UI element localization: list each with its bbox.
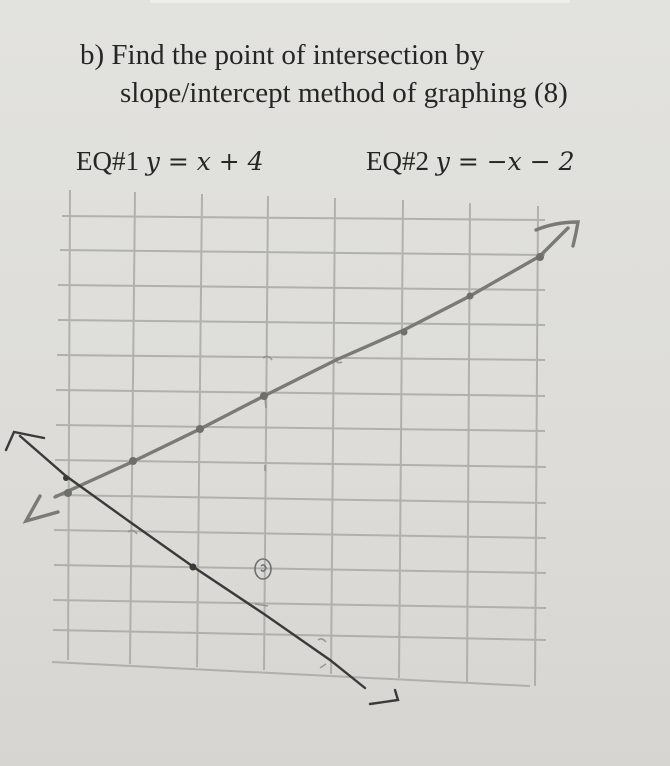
equation-1-arrow-head-left — [26, 496, 58, 521]
equation-1-line — [26, 222, 578, 521]
grid-vline — [331, 198, 335, 674]
grid-hline — [58, 285, 545, 290]
grid-vline — [130, 192, 135, 664]
plotted-point — [190, 564, 197, 571]
grid-hline — [56, 390, 545, 396]
plotted-point — [129, 457, 137, 465]
question-line1: Find the point of intersection by — [111, 39, 485, 71]
grid-vline — [467, 203, 470, 682]
equation-2-expression: y = −x − 2 — [435, 147, 575, 176]
grid-hline — [57, 355, 545, 360]
grid-hline — [60, 250, 545, 255]
equation-2-arrow-head-right — [370, 690, 398, 704]
axis-mark — [318, 639, 326, 642]
equation-1-label: EQ#1 — [76, 146, 139, 176]
y-axis-marks — [128, 356, 342, 668]
equation-1-arrow-head-right — [536, 222, 578, 246]
plotted-point — [63, 475, 69, 481]
question-part: b) — [80, 39, 105, 71]
plotted-point — [467, 293, 474, 300]
grid-hline — [52, 662, 530, 686]
equation-2-label: EQ#2 — [366, 146, 429, 176]
grid-hline — [54, 565, 546, 573]
grid-vline — [264, 196, 268, 670]
plotted-point — [401, 329, 408, 336]
equation-1-expression: y = x + 4 — [145, 147, 264, 176]
question-line2: slope/intercept method of graphing (8) — [120, 77, 568, 109]
plotted-point — [260, 392, 268, 400]
grid-hline — [58, 320, 545, 325]
plotted-point — [536, 253, 544, 261]
plotted-point — [64, 489, 72, 497]
grid-hline — [53, 600, 546, 608]
graph-grid — [52, 190, 546, 686]
grid-hline — [56, 425, 545, 431]
equation-2-stroke — [20, 436, 365, 688]
grid-vline — [535, 206, 538, 686]
axis-mark — [320, 664, 326, 668]
plotted-point — [196, 425, 204, 433]
grid-hline — [55, 495, 546, 503]
